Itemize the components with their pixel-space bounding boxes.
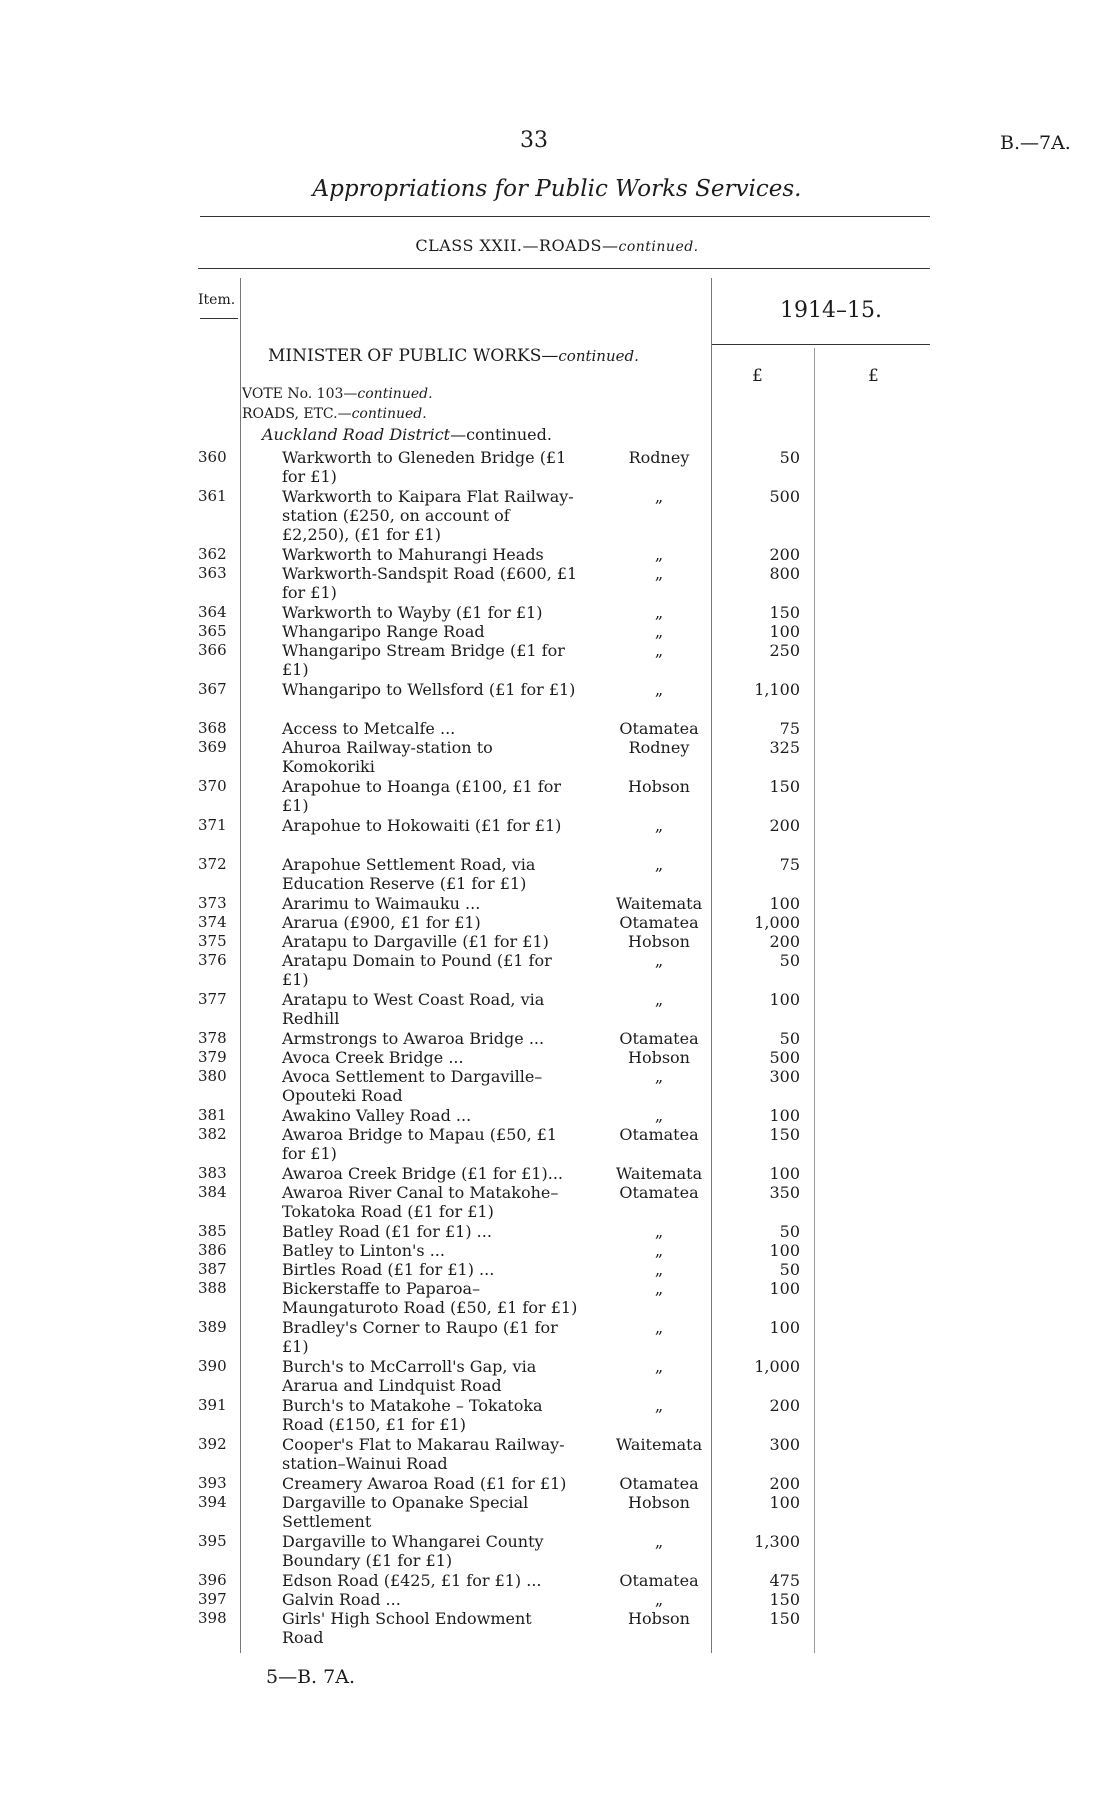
item-number: 367 [198,680,227,698]
item-district: „ [654,990,664,1009]
item-description: Bickerstaffe to Paparoa–Maungaturoto Road (£50, £1 for £1) [282,1279,578,1317]
item-column-header: Item. [198,292,236,308]
item-amount: 500 [769,487,800,506]
item-number: 386 [198,1241,227,1259]
item-number: 394 [198,1493,227,1511]
item-description: Birtles Road (£1 for £1) ... [282,1260,495,1279]
item-description: Arapohue to Hoanga (£100, £1 for £1) [282,777,562,815]
item-number: 377 [198,990,227,1008]
item-number: 365 [198,622,227,640]
item-number: 391 [198,1396,227,1414]
item-description: Ahuroa Railway-station to Komokoriki [282,738,493,776]
district-heading [262,425,552,444]
column-divider-item [240,278,241,1653]
item-description: Whangaripo Stream Bridge (£1 for £1) [282,641,565,679]
item-amount: 500 [769,1048,800,1067]
item-number: 398 [198,1609,227,1627]
table-top-rule [198,268,930,269]
item-description: Avoca Settlement to Dargaville–Opouteki Road [282,1067,543,1105]
item-amount: 100 [769,1318,800,1337]
item-description: Warkworth to Kaipara Flat Railway-station (£250, on account of £2,250), (£1 for £1) [282,487,574,544]
roads-heading-text: ROADS, ETC.— [242,406,352,422]
item-amount: 1,100 [754,680,800,699]
item-amount: 200 [769,545,800,564]
item-district: „ [654,603,664,622]
item-district: „ [654,951,664,970]
document-reference: B.—7A. [1000,132,1071,154]
item-description: Warkworth-Sandspit Road (£600, £1 for £1) [282,564,578,602]
item-description: Ararimu to Waimauku ... [282,894,481,913]
class-title-text: CLASS XXII.—ROADS— [415,236,619,255]
district-heading-suffix: —continued. [450,425,552,444]
item-description: Awaroa River Canal to Matakohe–Tokatoka Road (£1 for £1) [282,1183,559,1221]
item-amount: 50 [779,1260,800,1279]
item-number: 373 [198,894,227,912]
item-district: „ [654,816,664,835]
header-rule [200,216,930,217]
column-divider-amount [814,348,815,1653]
item-district: „ [654,545,664,564]
item-number: 382 [198,1125,227,1143]
currency-symbol-1: £ [752,366,763,386]
item-amount: 150 [769,1125,800,1144]
item-number: 393 [198,1474,227,1492]
item-number: 387 [198,1260,227,1278]
item-district: „ [654,1396,664,1415]
item-description: Awaroa Bridge to Mapau (£50, £1 for £1) [282,1125,558,1163]
item-number: 361 [198,487,227,505]
item-amount: 1,000 [754,913,800,932]
item-district: „ [654,1279,664,1298]
item-amount: 200 [769,1396,800,1415]
item-district: „ [654,1260,664,1279]
item-number: 374 [198,913,227,931]
item-description: Aratapu to Dargaville (£1 for £1) [282,932,549,951]
item-district: Otamatea [619,913,699,932]
item-description: Avoca Creek Bridge ... [282,1048,464,1067]
roads-heading-suffix: continued. [351,406,427,422]
item-description: Cooper's Flat to Makarau Railway-station–Wainui Road [282,1435,565,1473]
item-district: Otamatea [619,1474,699,1493]
page-number: 33 [520,128,548,153]
item-amount: 300 [769,1067,800,1086]
item-description: Burch's to Matakohe – Tokatoka Road (£150, £1 for £1) [282,1396,543,1434]
item-number: 366 [198,641,227,659]
vote-heading [242,386,433,402]
item-number: 381 [198,1106,227,1124]
item-description: Aratapu to West Coast Road, via Redhill [282,990,545,1028]
item-amount: 100 [769,1493,800,1512]
item-number: 368 [198,719,227,737]
item-amount: 200 [769,1474,800,1493]
item-amount: 150 [769,777,800,796]
item-amount: 50 [779,448,800,467]
item-number: 363 [198,564,227,582]
item-district: „ [654,855,664,874]
item-description: Whangaripo Range Road [282,622,485,641]
item-description: Aratapu Domain to Pound (£1 for £1) [282,951,552,989]
item-number: 364 [198,603,227,621]
item-district: Hobson [628,1048,690,1067]
item-amount: 250 [769,641,800,660]
item-district: „ [654,564,664,583]
item-description: Awaroa Creek Bridge (£1 for £1)... [282,1164,563,1183]
item-amount: 300 [769,1435,800,1454]
item-amount: 50 [779,1029,800,1048]
item-number: 389 [198,1318,227,1336]
item-number: 388 [198,1279,227,1297]
item-number: 392 [198,1435,227,1453]
item-number: 396 [198,1571,227,1589]
item-description: Warkworth to Gleneden Bridge (£1 for £1) [282,448,567,486]
item-district: „ [654,680,664,699]
item-district: „ [654,1241,664,1260]
district-heading-text: Auckland Road District [262,425,451,444]
item-description: Dargaville to Whangarei County Boundary (£1 for £1) [282,1532,544,1570]
item-number: 397 [198,1590,227,1608]
item-amount: 800 [769,564,800,583]
item-district: Waitemata [615,1164,703,1183]
item-number: 383 [198,1164,227,1182]
item-amount: 100 [769,990,800,1009]
item-amount: 475 [769,1571,800,1590]
item-description: Warkworth to Wayby (£1 for £1) [282,603,543,622]
item-description: Armstrongs to Awaroa Bridge ... [282,1029,545,1048]
section-heading-suffix: continued. [558,347,639,365]
item-number: 379 [198,1048,227,1066]
item-district: Hobson [628,1609,690,1628]
item-description: Warkworth to Mahurangi Heads [282,545,544,564]
item-amount: 100 [769,1241,800,1260]
class-title [0,236,1114,255]
item-amount: 325 [769,738,800,757]
item-description: Whangaripo to Wellsford (£1 for £1) [282,680,576,699]
item-number: 385 [198,1222,227,1240]
item-amount: 100 [769,894,800,913]
item-description: Batley to Linton's ... [282,1241,445,1260]
item-amount: 350 [769,1183,800,1202]
item-amount: 100 [769,1279,800,1298]
item-description: Batley Road (£1 for £1) ... [282,1222,492,1241]
footer-signature: 5—B. 7A. [266,1666,355,1688]
item-number: 378 [198,1029,227,1047]
vote-heading-suffix: continued. [357,386,433,402]
item-amount: 50 [779,951,800,970]
item-number: 376 [198,951,227,969]
item-number: 384 [198,1183,227,1201]
item-description: Galvin Road ... [282,1590,401,1609]
currency-symbol-2: £ [868,366,879,386]
item-number: 369 [198,738,227,756]
roads-heading [242,406,427,422]
item-number: 360 [198,448,227,466]
item-description: Arapohue Settlement Road, via Education Reserve (£1 for £1) [282,855,536,893]
item-number: 362 [198,545,227,563]
item-amount: 1,300 [754,1532,800,1551]
item-district: Waitemata [615,1435,703,1454]
year-header-rule [712,344,930,345]
item-header-underline [200,318,238,319]
item-district: „ [654,487,664,506]
item-district: Hobson [628,932,690,951]
item-district: Waitemata [615,894,703,913]
item-amount: 150 [769,1590,800,1609]
item-amount: 1,000 [754,1357,800,1376]
item-district: Otamatea [619,719,699,738]
item-amount: 100 [769,622,800,641]
column-divider-district [711,278,712,1653]
item-amount: 100 [769,1164,800,1183]
item-description: Ararua (£900, £1 for £1) [282,913,481,932]
item-amount: 150 [769,603,800,622]
item-description: Burch's to McCarroll's Gap, via Ararua and Lindquist Road [282,1357,537,1395]
item-number: 390 [198,1357,227,1375]
item-district: „ [654,1357,664,1376]
page-title: Appropriations for Public Works Services. [312,176,802,202]
item-amount: 100 [769,1106,800,1125]
item-amount: 75 [779,855,800,874]
item-district: Hobson [628,777,690,796]
item-number: 370 [198,777,227,795]
item-description: Awakino Valley Road ... [282,1106,472,1125]
item-number: 372 [198,855,227,873]
item-description: Edson Road (£425, £1 for £1) ... [282,1571,542,1590]
item-district: Otamatea [619,1029,699,1048]
item-description: Creamery Awaroa Road (£1 for £1) [282,1474,567,1493]
section-heading [268,346,639,366]
item-district: „ [654,1318,664,1337]
item-amount: 50 [779,1222,800,1241]
item-district: Otamatea [619,1183,699,1202]
item-amount: 200 [769,932,800,951]
item-description: Girls' High School Endowment Road [282,1609,532,1647]
year-column-header: 1914–15. [780,298,882,323]
item-district: „ [654,641,664,660]
item-district: Hobson [628,1493,690,1512]
item-number: 380 [198,1067,227,1085]
item-description: Dargaville to Opanake Special Settlement [282,1493,529,1531]
item-number: 371 [198,816,227,834]
class-title-suffix: continued. [618,239,699,255]
item-amount: 150 [769,1609,800,1628]
item-district: Rodney [628,738,690,757]
item-description: Bradley's Corner to Raupo (£1 for £1) [282,1318,558,1356]
item-description: Access to Metcalfe ... [282,719,456,738]
item-district: „ [654,1532,664,1551]
item-district: „ [654,1106,664,1125]
item-district: „ [654,1222,664,1241]
item-district: Otamatea [619,1571,699,1590]
item-district: „ [654,622,664,641]
item-amount: 200 [769,816,800,835]
item-district: Rodney [628,448,690,467]
vote-heading-text: VOTE No. 103— [242,386,358,402]
item-district: „ [654,1067,664,1086]
item-amount: 75 [779,719,800,738]
item-district: Otamatea [619,1125,699,1144]
item-district: „ [654,1590,664,1609]
item-number: 375 [198,932,227,950]
item-number: 395 [198,1532,227,1550]
item-description: Arapohue to Hokowaiti (£1 for £1) [282,816,562,835]
section-heading-text: MINISTER OF PUBLIC WORKS— [268,346,559,366]
